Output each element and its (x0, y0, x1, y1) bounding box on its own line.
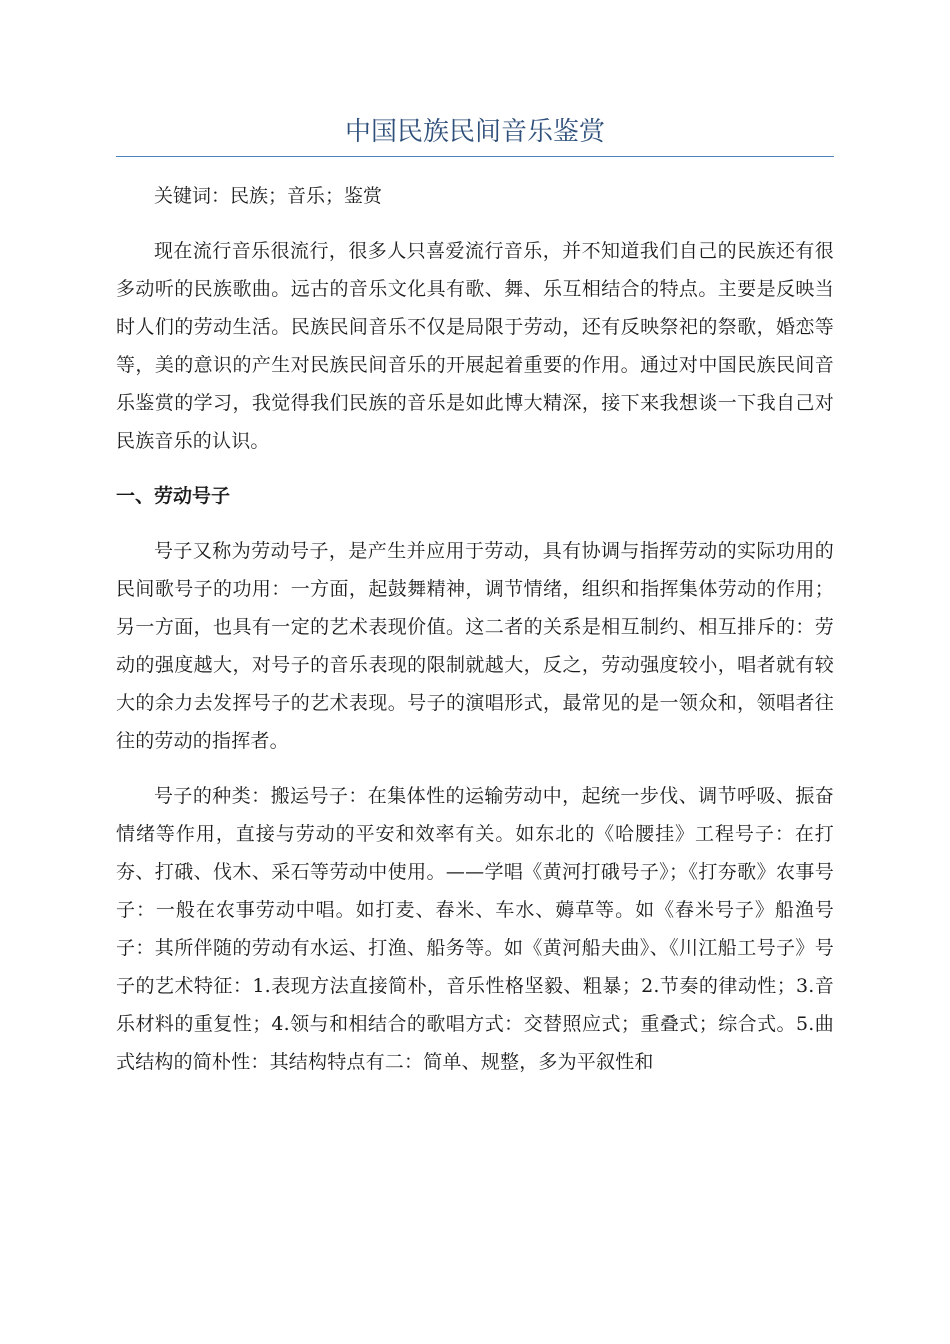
document-title: 中国民族民间音乐鉴赏 (116, 110, 834, 157)
section1-paragraph-2: 号子的种类：搬运号子：在集体性的运输劳动中，起统一步伐、调节呼吸、振奋情绪等作用，直接与劳动的平安和效率有关。如东北的《哈腰挂》工程号子：在打夯、打硪、伐木、采石等劳动中使用。——学唱《黄河打硪号子》；《打夯歌》农事号子：一般在农事劳动中唱。如打麦、舂米、车水、薅草等。如《舂米号子》船渔号子：其所伴随的劳动有水运、打渔、船务等。如《黄河船夫曲》、《川江船工号子》号子的艺术特征：1.表现方法直接简朴，音乐性格坚毅、粗暴；2.节奏的律动性；3.音乐材料的重复性；4.领与和相结合的歌唱方式：交替照应式；重叠式；综合式。5.曲式结构的简朴性：其结构特点有二：简单、规整，多为平叙性和 (116, 785, 834, 1073)
keywords-line: 关键词：民族；音乐；鉴赏 (154, 185, 383, 207)
section-heading-labor-chants: 一、劳动号子 (116, 485, 231, 507)
intro-paragraph: 现在流行音乐很流行，很多人只喜爱流行音乐，并不知道我们自己的民族还有很多动听的民族歌曲。远古的音乐文化具有歌、舞、乐互相结合的特点。主要是反映当时人们的劳动生活。民族民间音乐不仅是局限于劳动，还有反映祭祀的祭歌，婚恋等等，美的意识的产生对民族民间音乐的开展起着重要的作用。通过对中国民族民间音乐鉴赏的学习，我觉得我们民族的音乐是如此博大精深，接下来我想谈一下我自己对民族音乐的认识。 (116, 240, 834, 452)
section1-paragraph-1: 号子又称为劳动号子，是产生并应用于劳动，具有协调与指挥劳动的实际功用的民间歌号子的功用：一方面，起鼓舞精神，调节情绪，组织和指挥集体劳动的作用；另一方面，也具有一定的艺术表现价值。这二者的关系是相互制约、相互排斥的：劳动的强度越大，对号子的音乐表现的限制就越大，反之，劳动强度较小，唱者就有较大的余力去发挥号子的艺术表现。号子的演唱形式，最常见的是一领众和，领唱者往往的劳动的指挥者。 (116, 540, 834, 752)
document-page (116, 110, 834, 1081)
